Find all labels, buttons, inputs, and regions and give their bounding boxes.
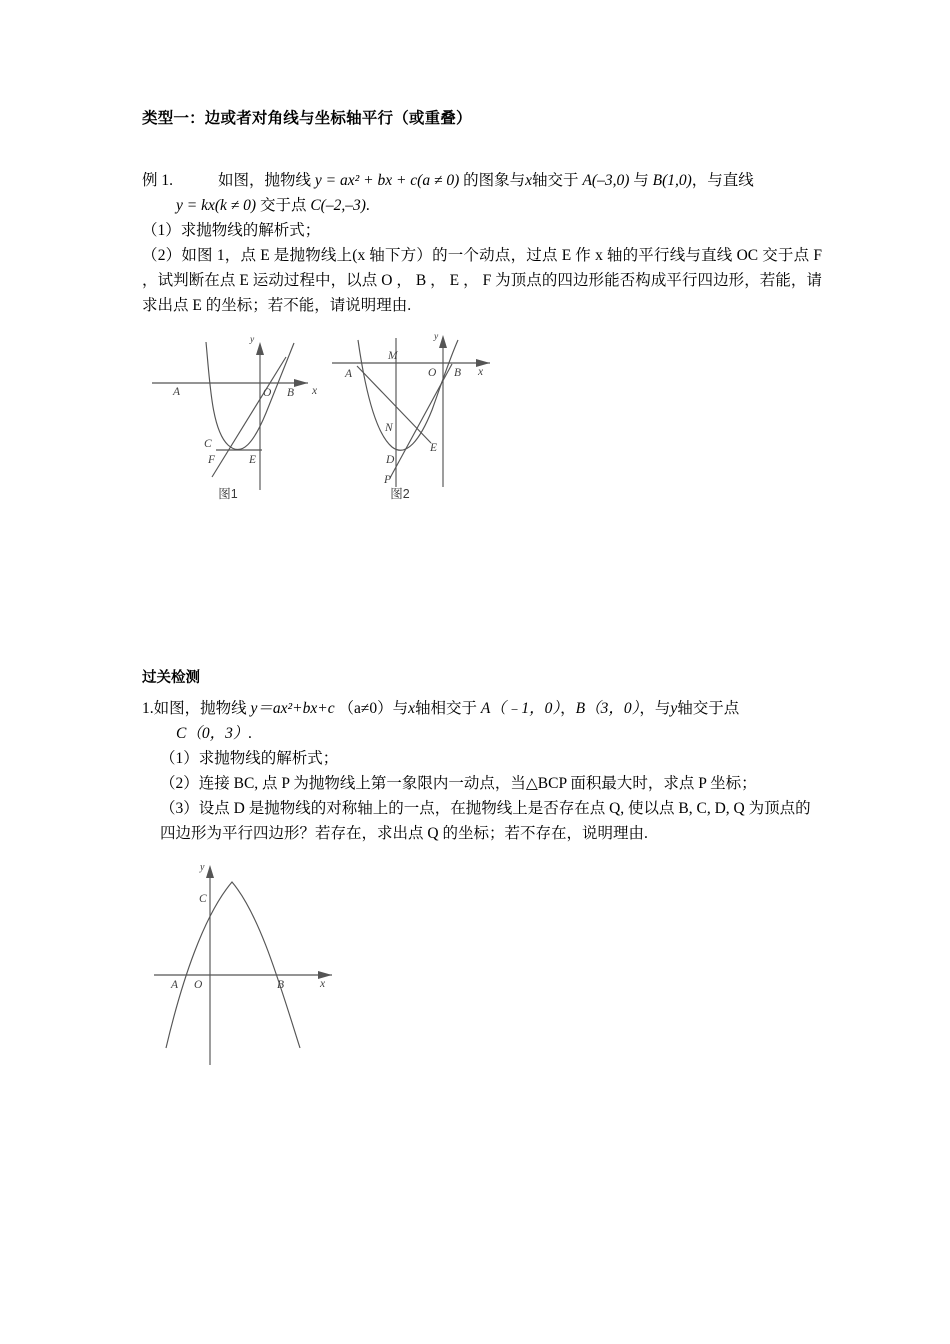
example-question-1: （1）求抛物线的解析式； (142, 221, 321, 239)
fig2-label-D: D (386, 454, 395, 467)
vertical-spacer (142, 520, 822, 668)
fig2-label-E: E (430, 442, 438, 455)
fig1-x-arrow (294, 379, 308, 387)
check-text-b: （a≠0）与 (338, 699, 409, 717)
fig1-label-F: F (208, 454, 216, 467)
fig2-label-P: P (384, 474, 392, 487)
example-question-2: （2）如图 1，点 E 是抛物线上(x 轴下方）的一个动点，过点 E 作 x 轴的平行线与直线 OC 交于点 F ，试判断在点 E 运动过程中，以点 O ， B ， E ， F 为顶点的四边形能否构成平行四边形，若能，请求出点 E 的坐标；若不能，请说明理由. (142, 247, 822, 315)
figure-2-svg (330, 330, 525, 495)
check-question-3: （3）设点 D 是抛物线的对称轴上的一点，在抛物线上是否存在点 Q, 使以点 B, C, D, Q 为顶点的四边形为平行四边形？若存在，求出点 Q 的坐标；若不存在，说明理由. (160, 800, 811, 843)
figure-1 (150, 330, 335, 500)
fig1-label-O: O (263, 387, 272, 400)
check-text-e: ，与 (639, 699, 671, 717)
example-math-2: y = kx(k ≠ 0) (176, 196, 257, 214)
fig3-label-C: C (199, 893, 207, 906)
section-title: 类型一：边或者对角线与坐标轴平行（或重叠） (142, 110, 472, 127)
check-math: y＝ax²+bx+c (250, 699, 335, 717)
check-text-f: 轴交于点 (677, 699, 740, 717)
check-text-a: 如图，抛物线 (153, 699, 247, 717)
fig1-label-C: C (204, 438, 212, 451)
check-point-C: C（0，3）. (176, 724, 253, 742)
example-text-1d: 与 (633, 171, 649, 189)
example-point-B: B(1,0) (652, 171, 692, 189)
check-question-2: （2）连接 BC, 点 P 为抛物线上第一象限内一动点，当△BCP 面积最大时，求点 P 坐标； (160, 774, 757, 792)
document-content (142, 108, 822, 1075)
fig2-label-y: y (434, 332, 439, 343)
fig1-y-arrow (256, 342, 264, 355)
figure-2-caption: 图2 (390, 487, 410, 502)
example-text-1a: 如图，抛物线 (218, 171, 312, 189)
check-var-x: x (408, 699, 416, 717)
fig3-label-x: x (320, 978, 326, 991)
fig2-label-O: O (428, 367, 437, 380)
example-var-x: x (525, 171, 533, 189)
fig2-label-A: A (345, 368, 353, 381)
fig1-label-x: x (312, 385, 318, 398)
fig2-label-x: x (478, 366, 484, 379)
check-point-A: A（﹣1，0） (480, 699, 561, 717)
check-question-1: （1）求抛物线的解析式； (160, 749, 339, 767)
fig3-y-arrow (206, 865, 214, 878)
example-line-2 (142, 193, 822, 218)
fig3-label-A: A (171, 979, 179, 992)
example-point-A: A(–3,0) (582, 171, 630, 189)
example-text-2b: . (365, 196, 370, 214)
check-var-y: y (670, 699, 678, 717)
check-number: 1. (142, 699, 154, 717)
fig3-parabola (166, 882, 300, 1048)
fig1-label-y: y (250, 335, 255, 346)
example-text-1b: 的图象与 (463, 171, 526, 189)
fig2-line-ae (357, 366, 431, 443)
figure-3-svg (152, 860, 382, 1070)
example-text-1e: ，与直线 (691, 171, 754, 189)
subsection-title: 过关检测 (142, 670, 200, 687)
example-label: 例 1. (142, 171, 174, 189)
check-line-1 (142, 696, 822, 721)
fig2-label-B: B (454, 367, 462, 380)
fig3-label-O: O (194, 979, 203, 992)
fig1-label-A: A (173, 386, 181, 399)
example-point-C: C(–2,–3) (310, 196, 366, 214)
fig3-label-y: y (200, 862, 205, 874)
fig1-label-E: E (249, 454, 257, 467)
check-text-d: ， (560, 699, 576, 717)
fig3-label-B: B (277, 979, 285, 992)
fig2-label-N: N (385, 422, 393, 435)
figure-1-caption: 图1 (218, 487, 238, 502)
fig1-label-B: B (287, 387, 295, 400)
fig2-y-arrow (439, 335, 447, 348)
figure-1-svg (150, 330, 335, 495)
check-line-2 (142, 721, 822, 746)
example-line-1 (142, 168, 822, 193)
figure-2 (330, 330, 525, 500)
example-text-2a: 交于点 (259, 196, 307, 214)
example-text-1c: 轴交于 (532, 171, 579, 189)
check-point-B: B（3，0） (575, 699, 640, 717)
figure-3 (152, 860, 382, 1075)
check-text-c: 轴相交于 (415, 699, 478, 717)
fig2-label-M: M (388, 350, 398, 363)
example-math-1: y = ax² + bx + c(a ≠ 0) (314, 171, 460, 189)
figure-row-top (142, 330, 822, 520)
figure-row-bottom (142, 860, 822, 1075)
fig1-parabola (206, 342, 294, 450)
